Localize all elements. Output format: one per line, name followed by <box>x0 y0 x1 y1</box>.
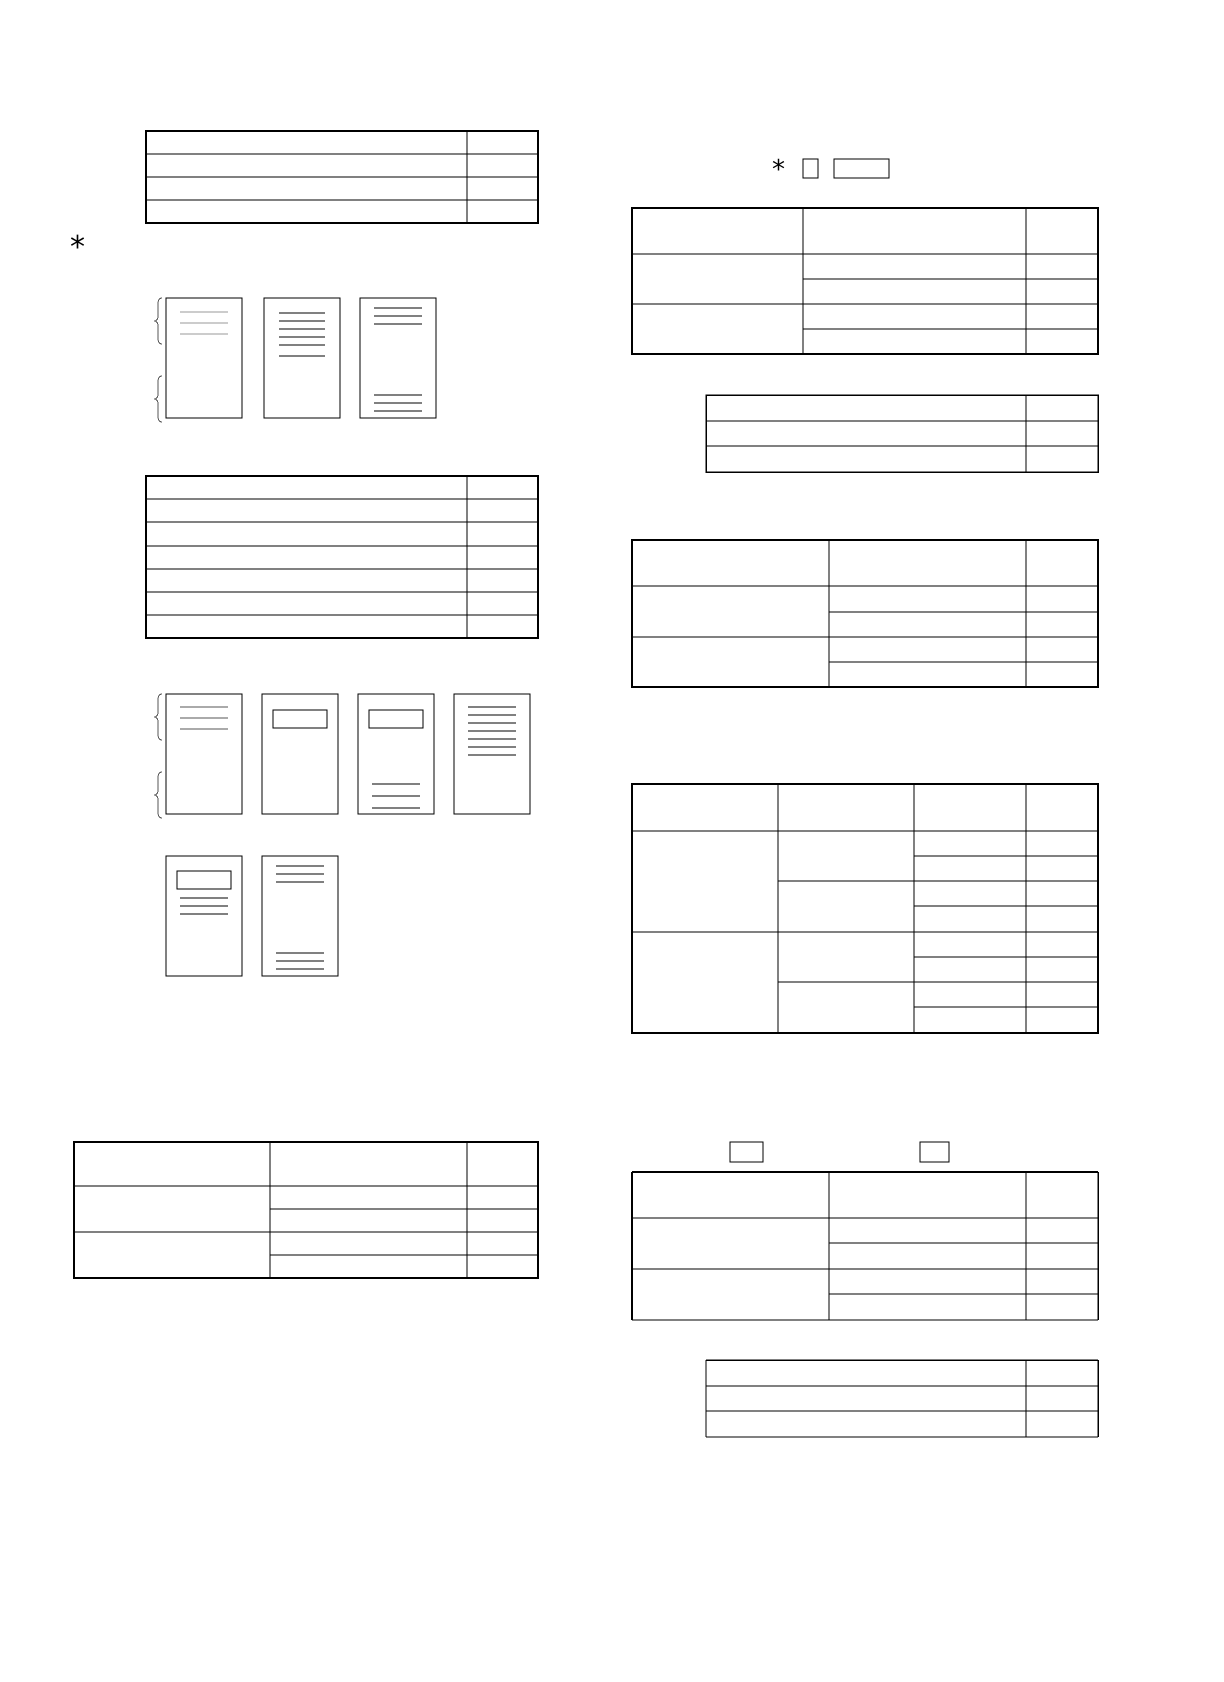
small-key-box <box>803 159 818 178</box>
key-box-1 <box>730 1142 763 1162</box>
page-sketch-3 <box>360 298 436 418</box>
table-right-6 <box>706 1360 1098 1437</box>
table-left-2 <box>146 476 538 638</box>
header-key-boxes <box>803 159 889 178</box>
page-illustration-row-1 <box>154 298 436 422</box>
page-illustration-row-3 <box>166 856 338 976</box>
table-right-5 <box>632 1172 1098 1320</box>
wide-key-box <box>834 159 889 178</box>
header-asterisk: * <box>772 155 785 185</box>
brace-bottom-mark <box>154 376 162 422</box>
brace-top-mark <box>154 694 162 740</box>
page-illustration-row-2 <box>154 694 530 818</box>
table-left-1 <box>146 131 538 223</box>
page-sketch-6 <box>358 694 434 814</box>
page-sketch-9 <box>262 856 338 976</box>
page-sketch-5 <box>262 694 338 814</box>
page-sketch-4 <box>166 694 242 814</box>
inline-key-boxes <box>730 1142 949 1162</box>
page-sketch-8 <box>166 856 242 976</box>
table-right-2 <box>706 395 1098 472</box>
table-right-1 <box>632 208 1098 354</box>
table-left-3 <box>74 1142 538 1278</box>
brace-bottom-mark <box>154 772 162 818</box>
table-right-4 <box>632 784 1098 1033</box>
page-sketch-1 <box>166 298 242 418</box>
page-sketch-7 <box>454 694 530 814</box>
table-right-3 <box>632 540 1098 687</box>
page-sketch-2 <box>264 298 340 418</box>
brace-top-mark <box>154 298 162 344</box>
note-asterisk: * <box>70 230 85 265</box>
key-box-2 <box>920 1142 949 1162</box>
